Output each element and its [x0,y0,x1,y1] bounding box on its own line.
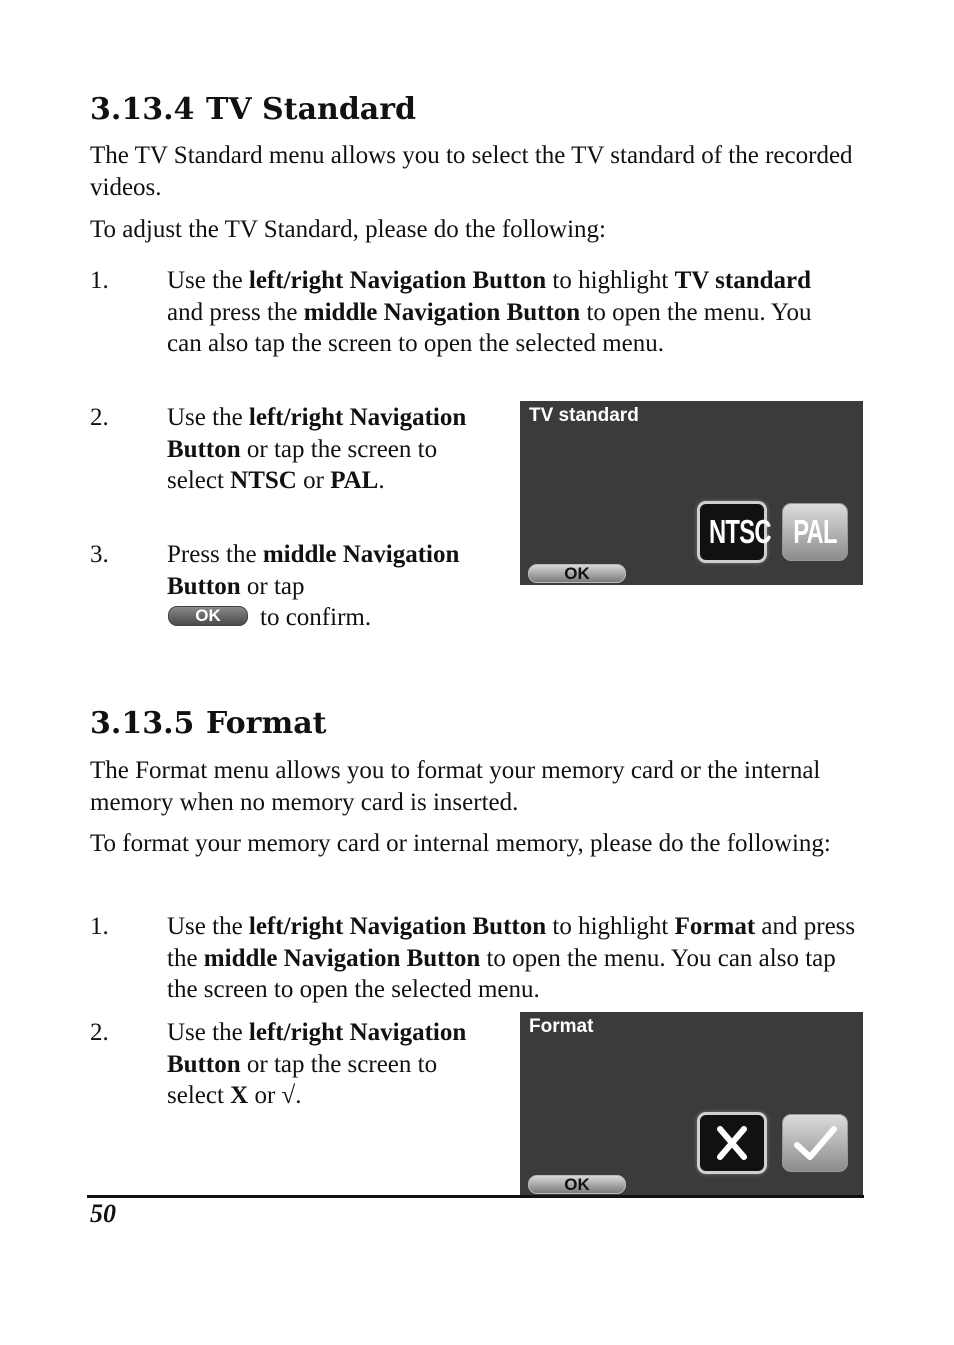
x-icon[interactable] [697,1112,767,1174]
ok-button[interactable]: OK [528,1175,626,1194]
list-number: 2. [90,1019,109,1046]
list-number: 1. [90,267,109,294]
list-text: Use the left/right Navigation Button to highlight Format and press the middle Navigation Button to open the menu. You can also tap the screen to open the selected menu. [167,913,856,1003]
tv-standard-screen [520,401,863,585]
pal-option[interactable]: PAL [782,503,848,561]
screen-title: TV standard [529,405,639,426]
screen-title: Format [529,1016,594,1037]
checkmark-icon[interactable] [782,1114,848,1172]
list-text-continued: to confirm. [260,604,372,631]
ok-button-icon: OK [168,606,248,626]
list-number: 2. [90,404,109,431]
ntsc-option[interactable]: NTSC [697,501,767,563]
section-title: TV Standard [206,92,417,127]
section-number: 3.13.4 [90,92,195,127]
section-heading-format [90,706,327,741]
list-text: Use the left/right Navigation Button to highlight TV standard and press the middle Navigation Button to open the menu. You can also tap the screen to open the selected menu. [167,267,812,357]
page-number: 50 [90,1199,116,1228]
list-text: Use the left/right Navigation Button or tap the screen to select X or √. [167,1019,467,1109]
intro-paragraph: The Format menu allows you to format your memory card or the internal memory when no memory card is inserted. [90,757,821,816]
footer-rule [87,1195,864,1198]
section-heading-tv-standard [90,92,416,127]
list-text: Press the middle Navigation Button or tap [167,541,460,600]
instruction-paragraph: To adjust the TV Standard, please do the following: [90,216,606,243]
ok-button[interactable]: OK [528,564,626,583]
list-number: 1. [90,913,109,940]
format-screen [520,1012,863,1196]
section-title: Format [206,706,327,741]
section-number: 3.13.5 [90,706,195,741]
intro-paragraph: The TV Standard menu allows you to select the TV standard of the recorded videos. [90,142,853,201]
instruction-paragraph: To format your memory card or internal memory, please do the following: [90,830,831,857]
list-number: 3. [90,541,109,568]
list-text: Use the left/right Navigation Button or tap the screen to select NTSC or PAL. [167,404,467,494]
